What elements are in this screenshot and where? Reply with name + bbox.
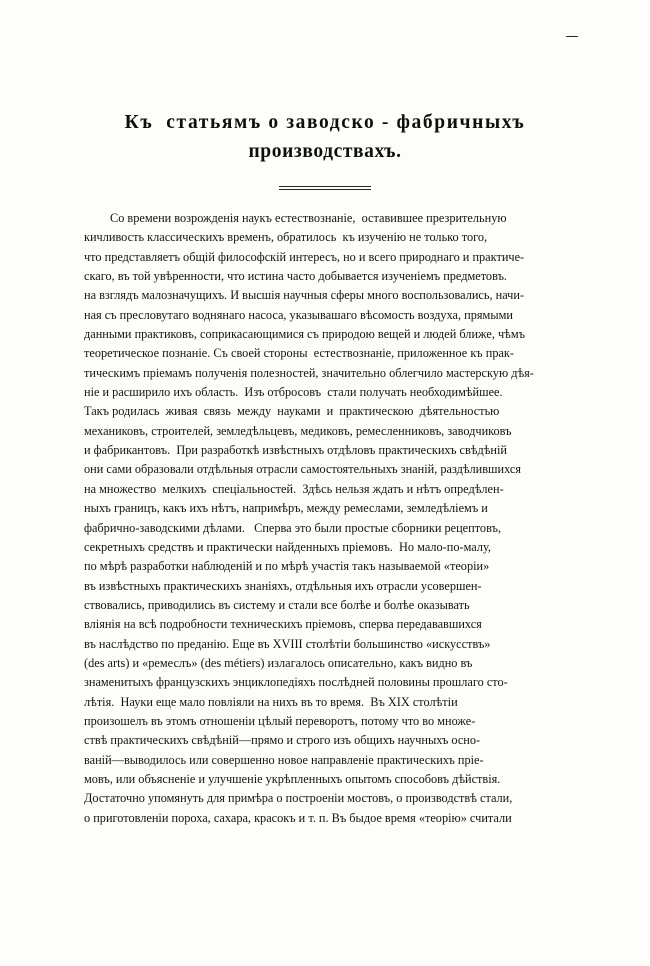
body-line: на взглядъ малозначущихъ. И высшія научныя сферы много воспользовались, начи-	[84, 288, 525, 303]
body-line: Достаточно упомянуть для примѣра о построеніи мостовъ, о производствѣ стали,	[84, 791, 513, 806]
body-line: тическимъ пріемамъ полученія полезностей, значительно облегчило мастерскую дѣя-	[84, 365, 534, 380]
body-line-text: Со времени возрожденія наукъ естествознаніе, оставившее презрительную	[110, 211, 507, 225]
body-line: скаго, въ той увѣренности, что истина часто добывается изученіемъ предметовъ.	[84, 269, 508, 284]
title-divider	[279, 186, 371, 190]
title-line-1: Къ статьямъ о заводско - фабричныхъ	[124, 112, 526, 133]
body-line: ная съ пресловутаго воднянаго насоса, указывашаго вѣсомость воздуха, прямыми	[84, 307, 513, 322]
body-line: что представляетъ общій философскій интересъ, но и всего природнаго и практиче-	[84, 249, 525, 264]
title-line-2: производствахъ.	[248, 141, 402, 163]
body-line: на множество мелкихъ спеціальностей. Здѣсь нельзя ждать и нѣтъ опредѣлен-	[84, 481, 504, 496]
body-line: данными практиковъ, соприкасающимися съ природою вещей и людей ближе, чѣмъ	[84, 327, 525, 342]
body-line: произошелъ въ этомъ отношеніи цѣлый переворотъ, потому что во множе-	[84, 713, 476, 728]
body-line: ніе и расширило ихъ область. Изъ отбросовъ стали получать необходимѣйшее.	[84, 385, 503, 400]
body-line: ваній—выводилось или совершенно новое направленіе практическихъ прie-	[84, 752, 484, 767]
body-line: секретныхъ средствъ и практически найденныхъ пріемовъ. Но мало-по-малу,	[84, 539, 491, 554]
body-line: ствовались, приводились въ систему и стали все болѣе и болѣе оказывать	[84, 597, 470, 612]
body-line: они сами образовали отдѣльныя отрасли самостоятельныхъ знаній, раздѣлившихся	[84, 462, 522, 477]
body-line: (des arts) и «ремеслъ» (des métiers) излагалось описательно, какъ видно въ	[84, 655, 473, 670]
body-line: по мѣрѣ разработки наблюденій и по мѣрѣ участія такъ называемой «теоріи»	[84, 559, 490, 574]
body-line: о приготовленіи пороха, сахара, красокъ и т. п. Въ быдое время «теорію» считали	[84, 810, 512, 825]
body-line: механиковъ, строителей, земледѣльцевъ, медиковъ, ремесленниковъ, заводчиковъ	[84, 423, 512, 438]
body-line: вліянія на всѣ подробности техническихъ пріемовъ, сперва передававшихся	[84, 617, 482, 632]
body-line: кичливость классическихъ временъ, обратилось къ изученію не только того,	[84, 230, 488, 245]
body-line: въ наслѣдство по преданію. Еще въ XVIII столѣтіи большинство «искусствъ»	[84, 636, 491, 651]
body-line: теоретическое познаніе. Съ своей стороны естествознаніе, приложенное къ прак-	[84, 346, 514, 361]
body-line: ныхъ границъ, какъ ихъ нѣтъ, напримѣръ, между ремеслами, земледѣліемъ и	[84, 501, 488, 516]
page-title	[84, 108, 566, 167]
body-line: въ извѣстныхъ практическихъ знаніяхъ, отдѣльныя ихъ отрасли усовершен-	[84, 578, 482, 593]
body-line: фабрично-заводскими дѣлами. Сперва это были простые сборники рецептовъ,	[84, 520, 502, 535]
page-top-mark	[566, 36, 578, 37]
body-line	[84, 209, 566, 228]
body-line: и фабрикантовъ. При разработкѣ извѣстныхъ отдѣловъ практическихъ свѣдѣній	[84, 443, 507, 458]
body-line: знаменитыхъ французскихъ энциклопедіяхъ послѣдней половины прошлаго сто-	[84, 675, 508, 690]
body-line: лѣтія. Науки еще мало повліяли на нихъ въ то время. Въ XIX столѣтіи	[84, 694, 458, 709]
body-line: Такъ родилась живая связь между науками и практическою дѣятельностью	[84, 404, 500, 419]
body-text	[84, 209, 566, 828]
body-line: ствѣ практическихъ свѣдѣній—прямо и строго изъ общихъ научныхъ осно-	[84, 733, 481, 748]
body-line: мовъ, или объясненіе и улучшеніе укрѣпленныхъ опытомъ способовъ дѣйствія.	[84, 771, 501, 786]
